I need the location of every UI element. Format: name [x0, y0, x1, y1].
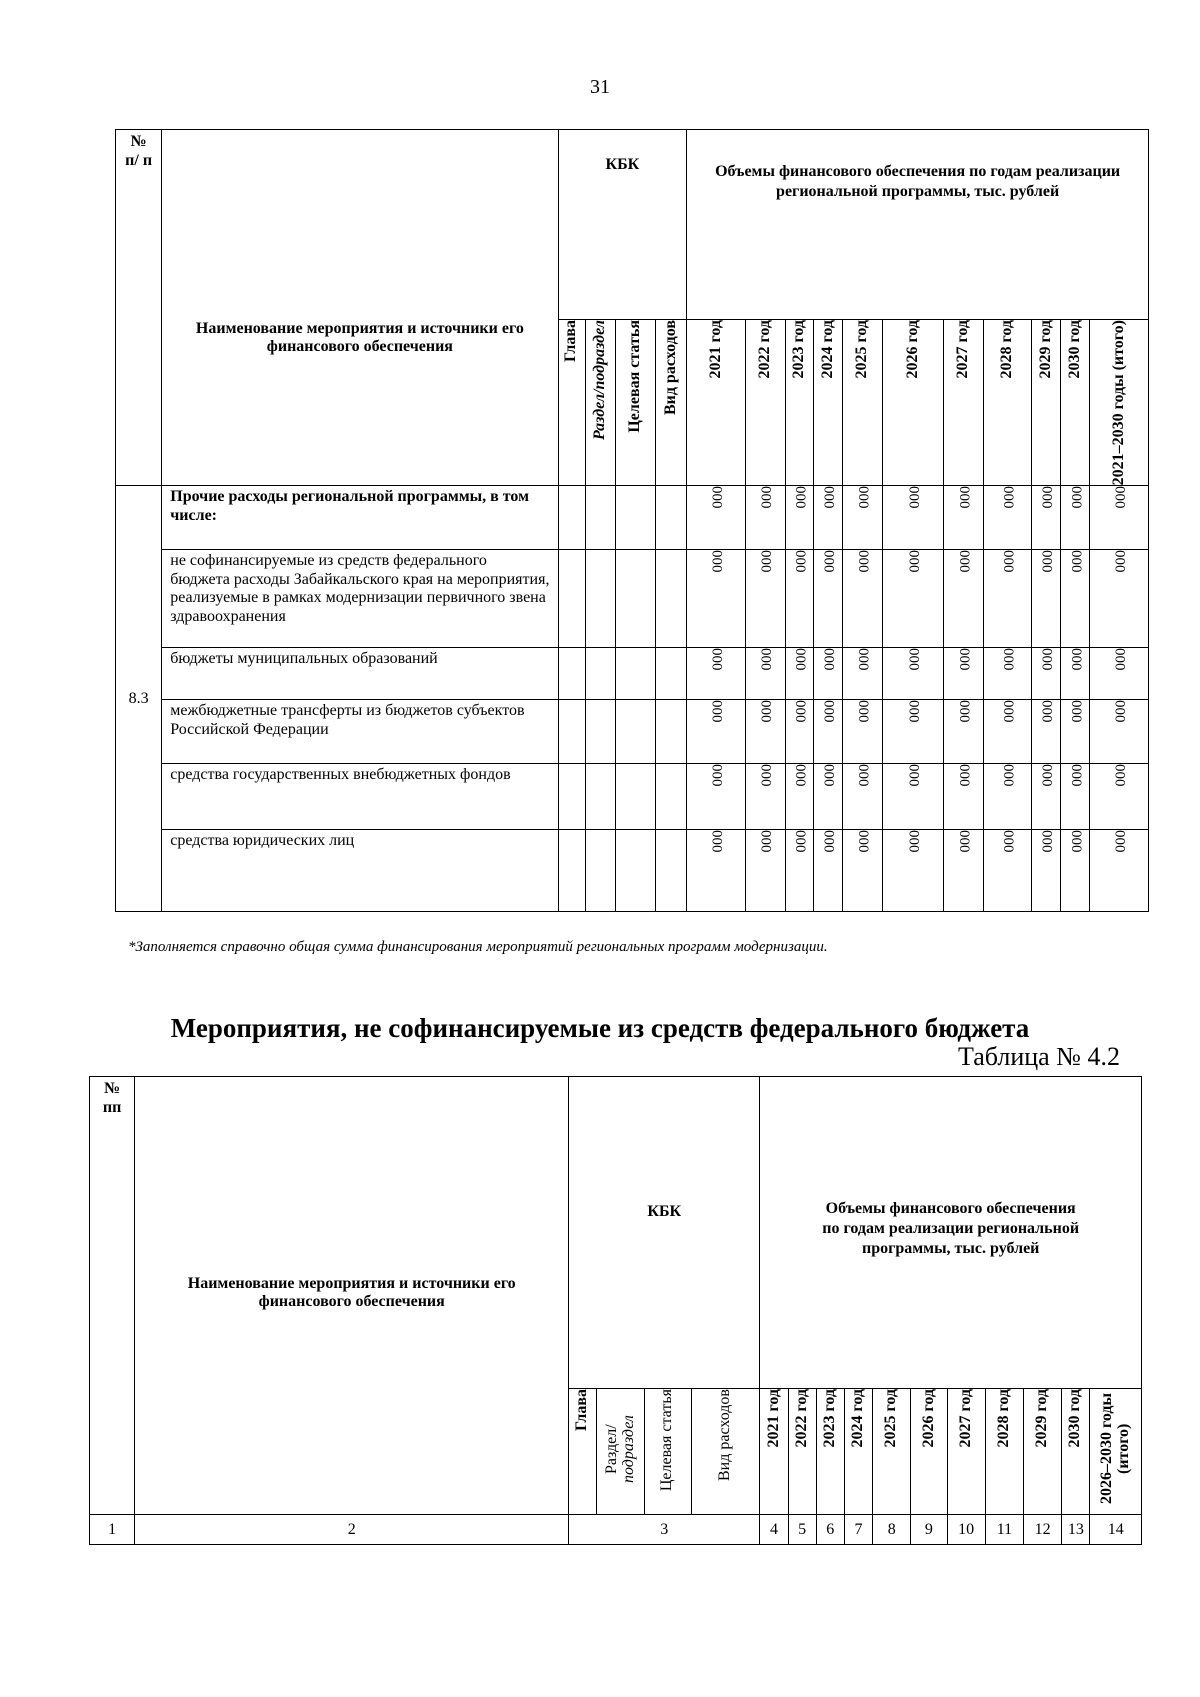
column-number: 12 [1024, 1515, 1062, 1545]
year-col-header [1090, 1389, 1142, 1515]
value-text: 000 [791, 550, 808, 573]
kbk-cell [558, 486, 585, 550]
kbk-cell [585, 700, 615, 764]
year-col-header [745, 320, 785, 486]
value-cell [843, 486, 883, 550]
value-cell [983, 648, 1031, 700]
column-number: 7 [844, 1515, 872, 1545]
year-col-header-label: 2029 год [1036, 320, 1054, 379]
value-text: 000 [1067, 550, 1084, 573]
year-col-header [983, 320, 1031, 486]
value-text: 000 [855, 550, 872, 573]
value-cell [745, 830, 785, 912]
column-number: 9 [911, 1515, 947, 1545]
value-text: 000 [1000, 648, 1016, 671]
value-cell [785, 648, 813, 700]
value-cell [1090, 550, 1149, 648]
value-text: 000 [955, 550, 972, 573]
value-cell [745, 764, 785, 830]
kbk-cell [585, 648, 615, 700]
kbk-cell [615, 764, 655, 830]
value-text: 000 [1067, 700, 1084, 723]
value-text: 000 [855, 486, 872, 509]
year-col-header-label: 2026–2030 годы (итого) [1097, 1393, 1132, 1505]
column-number: 3 [569, 1515, 760, 1545]
year-col-header-label: 2029 год [1033, 1389, 1051, 1448]
kbk-col-header [615, 320, 655, 486]
year-col-header-label: 2027 год [953, 320, 971, 379]
table-row [116, 764, 1149, 830]
year-col-header-label: 2023 год [789, 320, 807, 379]
value-text: 000 [1038, 486, 1055, 509]
value-cell [687, 700, 745, 764]
value-cell [687, 764, 745, 830]
name-header: Наименование мероприятия и источники его финансового обеспечения [162, 130, 558, 486]
value-text: 000 [1067, 486, 1084, 509]
value-cell [983, 830, 1031, 912]
year-col-header [1032, 320, 1061, 486]
value-text: 000 [708, 550, 725, 573]
value-cell [813, 700, 842, 764]
section-title: Мероприятия, не софинансируемые из средств федерального бюджета [170, 1013, 1030, 1043]
year-col-header-label: 2030 год [1066, 1389, 1084, 1448]
value-cell [843, 700, 883, 764]
value-cell [1090, 700, 1149, 764]
kbk-cell [656, 764, 687, 830]
value-cell [745, 700, 785, 764]
value-cell [785, 486, 813, 550]
value-text: 000 [955, 764, 972, 787]
value-cell [687, 486, 745, 550]
value-text: 000 [955, 700, 972, 723]
value-text: 000 [905, 700, 922, 723]
value-cell [1061, 486, 1090, 550]
value-cell [883, 648, 943, 700]
value-text: 000 [1111, 550, 1128, 573]
page-number: 31 [590, 76, 610, 98]
kbk-cell [585, 764, 615, 830]
value-cell [1061, 550, 1090, 648]
value-text: 000 [855, 700, 872, 723]
kbk-col-header-label: Раздел/ подраздел [602, 1415, 637, 1483]
value-text: 000 [820, 550, 837, 573]
value-cell [785, 550, 813, 648]
value-text: 000 [791, 700, 808, 723]
kbk-cell [615, 648, 655, 700]
kbk-col-header [558, 320, 585, 486]
value-text: 000 [708, 648, 725, 671]
volumes-header: Объемы финансового обеспечения по годам реализации региональной программы, тыс. рублей [687, 130, 1149, 320]
footnote: *Заполняется справочно общая сумма финансирования мероприятий региональных программ модернизации. [128, 939, 828, 955]
value-cell [983, 486, 1031, 550]
kbk-col-header-label: Целевая статья [658, 1389, 676, 1492]
kbk-cell [656, 830, 687, 912]
value-cell [983, 550, 1031, 648]
table-row [116, 648, 1149, 700]
financing-table-2 [89, 1076, 1142, 1545]
value-cell [843, 764, 883, 830]
year-col-header [1090, 320, 1149, 486]
value-text: 000 [708, 830, 725, 853]
value-text: 000 [855, 648, 872, 671]
value-cell [883, 550, 943, 648]
year-col-header-label: 2023 год [820, 1389, 838, 1448]
value-cell [1090, 764, 1149, 830]
kbk-cell [558, 550, 585, 648]
value-text: 000 [955, 830, 972, 853]
value-text: 000 [708, 700, 725, 723]
value-text: 000 [791, 830, 808, 853]
row-name: Прочие расходы региональной программы, в том числе: [162, 486, 558, 550]
kbk-col-header-label: Глава [573, 1389, 591, 1431]
value-text: 000 [1067, 648, 1084, 671]
value-text: 000 [757, 486, 774, 509]
value-cell [1061, 830, 1090, 912]
value-cell [1032, 830, 1061, 912]
row-name: средства государственных внебюджетных фондов [162, 764, 558, 830]
kbk-header: КБК [569, 1077, 760, 1389]
value-cell [883, 700, 943, 764]
year-col-header-label: 2022 год [755, 320, 773, 379]
value-text: 000 [1038, 700, 1055, 723]
column-number: 8 [873, 1515, 911, 1545]
value-cell [1090, 486, 1149, 550]
kbk-col-header [585, 320, 615, 486]
kbk-col-header-label: Вид расходов [716, 1389, 734, 1481]
value-cell [687, 648, 745, 700]
value-cell [1032, 700, 1061, 764]
value-cell [813, 648, 842, 700]
name-header: Наименование мероприятия и источники его финансового обеспечения [135, 1077, 569, 1515]
year-col-header-label: 2024 год [818, 320, 836, 379]
value-cell [883, 486, 943, 550]
table-label: Таблица № 4.2 [957, 1042, 1120, 1071]
year-col-header [788, 1389, 816, 1515]
value-cell [843, 648, 883, 700]
value-cell [943, 830, 983, 912]
year-col-header [813, 320, 842, 486]
value-text: 000 [1000, 550, 1016, 573]
value-cell [983, 700, 1031, 764]
row-number: 8.3 [116, 486, 162, 912]
value-text: 000 [791, 648, 808, 671]
value-text: 000 [820, 764, 837, 787]
year-col-header [816, 1389, 844, 1515]
year-col-header [760, 1389, 788, 1515]
value-text: 000 [905, 830, 922, 853]
kbk-cell [656, 486, 687, 550]
value-text: 000 [1000, 700, 1016, 723]
column-number: 14 [1090, 1515, 1142, 1545]
value-cell [745, 648, 785, 700]
value-text: 000 [820, 700, 837, 723]
value-cell [943, 764, 983, 830]
value-text: 000 [1111, 648, 1128, 671]
year-col-header [911, 1389, 947, 1515]
year-col-header-label: 2026 год [919, 1389, 937, 1448]
year-col-header-label: 2027 год [956, 1389, 974, 1448]
year-col-header-label: 2025 год [882, 1389, 900, 1448]
value-text: 000 [905, 550, 922, 573]
column-number: 4 [760, 1515, 788, 1545]
num-header: № п/ п [116, 130, 162, 486]
year-col-header-label: 2022 год [792, 1389, 810, 1448]
year-col-header [1024, 1389, 1062, 1515]
value-cell [785, 830, 813, 912]
column-number: 13 [1062, 1515, 1090, 1545]
value-cell [883, 764, 943, 830]
value-text: 000 [708, 764, 725, 787]
column-number: 11 [985, 1515, 1023, 1545]
value-text: 000 [757, 830, 774, 853]
row-name: межбюджетные трансферты из бюджетов субъектов Российской Федерации [162, 700, 558, 764]
value-text: 000 [905, 486, 922, 509]
year-col-header-label: 2021 год [706, 320, 724, 379]
value-text: 000 [1111, 830, 1128, 853]
value-cell [1032, 648, 1061, 700]
value-text: 000 [905, 648, 922, 671]
value-cell [785, 764, 813, 830]
year-col-header [947, 1389, 985, 1515]
year-col-header [785, 320, 813, 486]
table-row [116, 550, 1149, 648]
value-cell [983, 764, 1031, 830]
kbk-cell [615, 486, 655, 550]
value-text: 000 [820, 648, 837, 671]
year-col-header [883, 320, 943, 486]
value-text: 000 [1000, 486, 1016, 509]
value-cell [1032, 764, 1061, 830]
value-text: 000 [791, 764, 808, 787]
value-cell [745, 486, 785, 550]
row-name: не софинансируемые из средств федерального бюджета расходы Забайкальского края на мероприятия, реализуемые в рамках модернизации первичного звена здравоохранения [162, 550, 558, 648]
value-text: 000 [1000, 764, 1016, 787]
column-number: 5 [788, 1515, 816, 1545]
num-header: № пп [90, 1077, 135, 1515]
value-text: 000 [1038, 764, 1055, 787]
kbk-cell [656, 700, 687, 764]
kbk-cell [615, 830, 655, 912]
value-text: 000 [1038, 550, 1055, 573]
volumes-header: Объемы финансового обеспечения по годам реализации региональной программы, тыс. рублей [760, 1077, 1142, 1389]
year-col-header [985, 1389, 1023, 1515]
value-cell [883, 830, 943, 912]
value-cell [843, 830, 883, 912]
row-name: бюджеты муниципальных образований [162, 648, 558, 700]
kbk-cell [656, 648, 687, 700]
year-col-header-label: 2028 год [998, 320, 1016, 379]
financing-table-1 [115, 129, 1149, 912]
row-name: средства юридических лиц [162, 830, 558, 912]
value-cell [943, 700, 983, 764]
kbk-col-header-label: Целевая статья [626, 320, 644, 433]
value-text: 000 [1067, 764, 1084, 787]
value-cell [1061, 700, 1090, 764]
column-number: 6 [816, 1515, 844, 1545]
value-cell [943, 648, 983, 700]
column-number: 1 [90, 1515, 135, 1545]
kbk-col-header-label: Раздел/подраздел [590, 320, 608, 440]
year-col-header [1061, 320, 1090, 486]
value-text: 000 [757, 700, 774, 723]
value-text: 000 [1111, 764, 1128, 787]
value-text: 000 [905, 764, 922, 787]
kbk-col-header-label: Вид расходов [661, 320, 679, 416]
value-text: 000 [1038, 648, 1055, 671]
kbk-cell [615, 550, 655, 648]
value-cell [1090, 830, 1149, 912]
value-cell [813, 550, 842, 648]
value-cell [813, 486, 842, 550]
value-cell [687, 830, 745, 912]
value-cell [785, 700, 813, 764]
year-col-header-label: 2021 год [764, 1389, 782, 1448]
year-col-header [873, 1389, 911, 1515]
value-cell [1061, 648, 1090, 700]
value-text: 000 [820, 486, 837, 509]
year-col-header [687, 320, 745, 486]
value-text: 000 [757, 764, 774, 787]
value-text: 000 [820, 830, 837, 853]
year-col-header [943, 320, 983, 486]
value-text: 000 [855, 764, 872, 787]
kbk-cell [585, 830, 615, 912]
year-col-header-label: 2030 год [1065, 320, 1083, 379]
kbk-header: КБК [558, 130, 687, 320]
kbk-cell [656, 550, 687, 648]
table-row [116, 830, 1149, 912]
value-text: 000 [708, 486, 725, 509]
kbk-cell [615, 700, 655, 764]
value-cell [687, 550, 745, 648]
value-cell [1032, 486, 1061, 550]
value-cell [745, 550, 785, 648]
year-col-header [844, 1389, 872, 1515]
table-row [116, 700, 1149, 764]
value-text: 000 [955, 486, 972, 509]
year-col-header-label: 2026 год [903, 320, 921, 379]
kbk-cell [585, 486, 615, 550]
kbk-cell [585, 550, 615, 648]
value-cell [1061, 764, 1090, 830]
value-cell [813, 830, 842, 912]
kbk-col-header [597, 1389, 644, 1515]
year-col-header [843, 320, 883, 486]
year-col-header [1062, 1389, 1090, 1515]
value-text: 000 [1038, 830, 1055, 853]
kbk-cell [558, 830, 585, 912]
kbk-cell [558, 700, 585, 764]
kbk-col-header [656, 320, 687, 486]
value-text: 000 [1000, 830, 1016, 853]
year-col-header-label: 2021–2030 годы (итого) [1109, 320, 1127, 486]
column-number: 10 [947, 1515, 985, 1545]
column-number: 2 [135, 1515, 569, 1545]
value-text: 000 [955, 648, 972, 671]
value-cell [1032, 550, 1061, 648]
value-text: 000 [1111, 486, 1128, 509]
value-cell [813, 764, 842, 830]
value-text: 000 [757, 648, 774, 671]
year-col-header-label: 2025 год [853, 320, 871, 379]
table-row [116, 486, 1149, 550]
kbk-col-header [691, 1389, 759, 1515]
value-cell [943, 486, 983, 550]
kbk-cell [558, 764, 585, 830]
kbk-col-header [569, 1389, 597, 1515]
year-col-header-label: 2024 год [849, 1389, 867, 1448]
kbk-cell [558, 648, 585, 700]
value-text: 000 [1111, 700, 1128, 723]
year-col-header-label: 2028 год [995, 1389, 1013, 1448]
value-text: 000 [791, 486, 808, 509]
value-cell [1090, 648, 1149, 700]
value-text: 000 [1067, 830, 1084, 853]
value-text: 000 [855, 830, 872, 853]
value-cell [943, 550, 983, 648]
value-text: 000 [757, 550, 774, 573]
kbk-col-header-label: Глава [562, 320, 580, 362]
value-cell [843, 550, 883, 648]
kbk-col-header [644, 1389, 691, 1515]
